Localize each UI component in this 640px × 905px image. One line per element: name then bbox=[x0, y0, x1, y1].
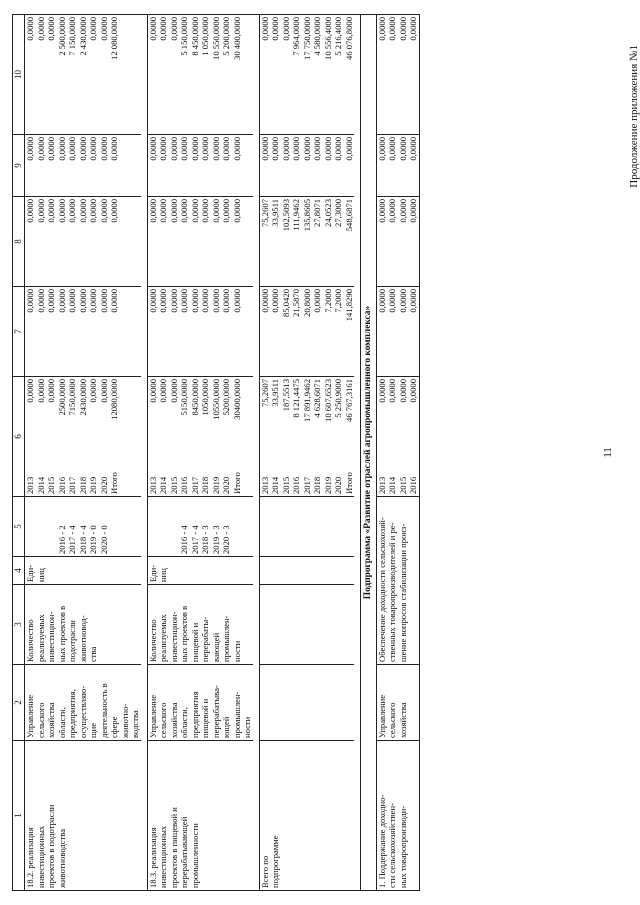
col6-values bbox=[260, 379, 355, 422]
value: 75,2607 bbox=[259, 199, 270, 227]
value: 0,0000 bbox=[147, 289, 158, 313]
value: 8 450,0000 bbox=[189, 17, 200, 56]
value: 10550,0000 bbox=[210, 379, 221, 420]
values-c9-cell bbox=[376, 135, 419, 197]
cell-col1: Всего по подпрограмме bbox=[259, 741, 354, 891]
header-cell: 2 bbox=[13, 665, 25, 741]
cell-col2: Управление сельского хозяйства области, предприятия пищевой и перерабатыва- ющей промышлен- ности bbox=[147, 665, 253, 741]
values-c9-cell bbox=[147, 135, 253, 197]
values-col6-cell bbox=[259, 377, 354, 497]
value: 10 550,0000 bbox=[210, 17, 221, 60]
col6-values bbox=[377, 379, 419, 403]
value: 0,0000 bbox=[387, 379, 397, 403]
value: 187,5513 bbox=[280, 379, 291, 412]
value: 0,0000 bbox=[200, 289, 210, 313]
value: 0,0000 bbox=[408, 379, 418, 403]
value: 135,8605 bbox=[301, 199, 312, 232]
value: 17 891,9462 bbox=[301, 379, 312, 422]
value: 0,0000 bbox=[397, 289, 408, 313]
cell-col3: Количество реализуемых инвестицион- ных проектов в пищевой и перерабаты- вающей промышлен- ности bbox=[147, 585, 253, 665]
value: 17 750,0000 bbox=[301, 17, 312, 60]
value: 0,0000 bbox=[158, 379, 168, 403]
header-cell: 3 bbox=[13, 585, 25, 665]
value: 0,0000 bbox=[270, 17, 280, 41]
value: 0,0000 bbox=[231, 137, 242, 161]
year-label: 2019 bbox=[210, 476, 221, 494]
header-cell: 8 bbox=[13, 197, 25, 287]
header-cell: 4 bbox=[13, 557, 25, 585]
value: 0,0000 bbox=[158, 17, 168, 41]
year-label: 2015 bbox=[46, 476, 56, 494]
year-list bbox=[148, 472, 243, 494]
value: 0,0000 bbox=[25, 199, 35, 223]
year-list bbox=[260, 472, 355, 494]
value: 0,0000 bbox=[397, 379, 408, 403]
page-number: 11 bbox=[602, 447, 614, 458]
value: 85,0420 bbox=[280, 289, 291, 317]
values-col6-cell bbox=[376, 377, 419, 497]
year-label: Итого bbox=[109, 472, 119, 494]
value: 0,0000 bbox=[387, 17, 397, 41]
value: 2 430,0000 bbox=[77, 17, 88, 56]
year-label: 2015 bbox=[397, 476, 408, 494]
value: 0,0000 bbox=[179, 137, 189, 161]
value: 0,0000 bbox=[397, 137, 408, 161]
cell-col1: 18.3. реализация инвестиционных проектов в пищевой и перерабатывающей промышленности bbox=[147, 741, 253, 891]
value: 0,0000 bbox=[35, 137, 46, 161]
value: 0,0000 bbox=[387, 289, 397, 313]
value: 2430,0000 bbox=[77, 379, 88, 416]
value: 141,8290 bbox=[343, 289, 354, 322]
value: 0,0000 bbox=[46, 379, 56, 403]
value: 4 628,6071 bbox=[312, 379, 322, 418]
value: 0,0000 bbox=[88, 289, 98, 313]
value: 0,0000 bbox=[408, 17, 418, 41]
value: 30 400,0000 bbox=[231, 17, 242, 60]
value: 27,3000 bbox=[333, 199, 343, 227]
values-col6-cell bbox=[25, 377, 141, 497]
continuation-note: Продолжение приложения №1 bbox=[628, 45, 640, 188]
value: 12 080,0000 bbox=[109, 17, 119, 60]
year-label: 2017 bbox=[67, 476, 77, 494]
value: 0,0000 bbox=[35, 17, 46, 41]
header-row bbox=[13, 15, 25, 891]
cell-col2: Управление сельского хозяйства bbox=[376, 665, 419, 741]
value: 1050,0000 bbox=[200, 379, 210, 416]
cell-col3: Количество реализуемых инвестицион- ных проектов в подотрасли животновод- ства bbox=[25, 585, 141, 665]
value: 0,0000 bbox=[46, 17, 56, 41]
header-cell: 1 bbox=[13, 741, 25, 891]
value: 24,0523 bbox=[322, 199, 333, 227]
value: 0,0000 bbox=[98, 17, 109, 41]
cell-col5: 2016 - 4 2017 - 4 2018 - 3 2019 - 3 2020 - 3 bbox=[147, 497, 253, 557]
value: 46 767,3161 bbox=[343, 379, 354, 422]
cell-col4: Еди- ниц bbox=[25, 557, 141, 585]
year-label: Итого bbox=[231, 472, 242, 494]
values-c8-cell bbox=[25, 197, 141, 287]
value: 0,0000 bbox=[270, 137, 280, 161]
value: 10 556,4000 bbox=[322, 17, 333, 60]
value: 0,0000 bbox=[35, 379, 46, 403]
year-label: 2014 bbox=[387, 476, 397, 494]
value: 0,0000 bbox=[312, 137, 322, 161]
value: 0,0000 bbox=[179, 289, 189, 313]
values-c7-cell bbox=[147, 287, 253, 377]
value: 5 250,9000 bbox=[333, 379, 343, 418]
value: 0,0000 bbox=[147, 17, 158, 41]
value: 7150,0000 bbox=[67, 379, 77, 416]
value: 0,0000 bbox=[376, 199, 387, 223]
value: 0,0000 bbox=[46, 137, 56, 161]
value: 0,0000 bbox=[168, 289, 179, 313]
year-label: 2014 bbox=[35, 476, 46, 494]
value: 0,0000 bbox=[231, 289, 242, 313]
value: 0,0000 bbox=[168, 17, 179, 41]
value: 102,5093 bbox=[280, 199, 291, 232]
value: 0,0000 bbox=[343, 137, 354, 161]
year-label: 2016 bbox=[179, 476, 189, 494]
value: 5 150,0000 bbox=[179, 17, 189, 56]
program-table bbox=[12, 14, 420, 891]
value: 0,0000 bbox=[231, 199, 242, 223]
values-c10-cell bbox=[376, 15, 419, 135]
value: 0,0000 bbox=[189, 137, 200, 161]
year-label: 2013 bbox=[147, 476, 158, 494]
value: 0,0000 bbox=[200, 199, 210, 223]
value: 0,0000 bbox=[387, 199, 397, 223]
value: 0,0000 bbox=[376, 17, 387, 41]
year-label: Итого bbox=[343, 472, 354, 494]
value: 0,0000 bbox=[280, 137, 291, 161]
value: 0,0000 bbox=[376, 289, 387, 313]
value: 0,0000 bbox=[189, 199, 200, 223]
values-c8-cell bbox=[259, 197, 354, 287]
value: 0,0000 bbox=[98, 379, 109, 403]
value: 7 150,0000 bbox=[67, 17, 77, 56]
value: 0,0000 bbox=[56, 199, 67, 223]
value: 7 964,0000 bbox=[291, 17, 301, 56]
year-label: 2013 bbox=[376, 476, 387, 494]
header-cell: 6 bbox=[13, 377, 25, 497]
year-list bbox=[25, 472, 120, 494]
value: 10 607,6523 bbox=[322, 379, 333, 422]
values-c9-cell bbox=[25, 135, 141, 197]
year-label: 2013 bbox=[259, 476, 270, 494]
value: 0,0000 bbox=[67, 199, 77, 223]
value: 0,0000 bbox=[259, 137, 270, 161]
value: 0,0000 bbox=[387, 137, 397, 161]
value: 0,0000 bbox=[88, 17, 98, 41]
value: 2500,0000 bbox=[56, 379, 67, 416]
value: 0,0000 bbox=[259, 289, 270, 313]
values-c9-cell bbox=[259, 135, 354, 197]
value: 0,0000 bbox=[25, 17, 35, 41]
value: 548,6871 bbox=[343, 199, 354, 232]
value: 0,0000 bbox=[408, 199, 418, 223]
value: 0,0000 bbox=[221, 199, 231, 223]
year-label: 2014 bbox=[158, 476, 168, 494]
cell-col1: 18.2. реализация инвестиционных проектов в подотрасли животноводства bbox=[25, 741, 141, 891]
value: 33,9511 bbox=[270, 199, 280, 227]
value: 0,0000 bbox=[322, 137, 333, 161]
values-c7-cell bbox=[259, 287, 354, 377]
year-label: 2015 bbox=[168, 476, 179, 494]
value: 0,0000 bbox=[270, 289, 280, 313]
cell-col4 bbox=[259, 557, 354, 585]
value: 0,0000 bbox=[109, 137, 119, 161]
value: 0,0000 bbox=[158, 289, 168, 313]
values-c10-cell bbox=[259, 15, 354, 135]
value: 0,0000 bbox=[147, 137, 158, 161]
table-row bbox=[259, 15, 354, 891]
value: 0,0000 bbox=[77, 199, 88, 223]
year-label: 2018 bbox=[200, 476, 210, 494]
value: 5 216,4000 bbox=[333, 17, 343, 56]
value: 0,0000 bbox=[168, 199, 179, 223]
value: 0,0000 bbox=[168, 137, 179, 161]
value: 21,5870 bbox=[291, 289, 301, 317]
table-row bbox=[25, 15, 141, 891]
value: 0,0000 bbox=[77, 289, 88, 313]
year-label: 2016 bbox=[408, 476, 418, 494]
cell-col3: Обеспечение доходности сельскохозяй- ственных товаропроизводителей и ре- шение вопросов стабилизации произ- bbox=[376, 497, 419, 665]
year-label: 2019 bbox=[322, 476, 333, 494]
value: 0,0000 bbox=[259, 17, 270, 41]
value: 0,0000 bbox=[221, 289, 231, 313]
value: 0,0000 bbox=[77, 137, 88, 161]
header-cell: 5 bbox=[13, 497, 25, 557]
year-label: 2020 bbox=[333, 476, 343, 494]
value: 1 050,0000 bbox=[200, 17, 210, 56]
cell-col5 bbox=[259, 497, 354, 557]
value: 0,0000 bbox=[88, 379, 98, 403]
value: 0,0000 bbox=[147, 199, 158, 223]
value: 0,0000 bbox=[376, 137, 387, 161]
cell-col5: 2016 - 2 2017 - 4 2018 - 4 2019 - 0 2020 - 0 bbox=[25, 497, 141, 557]
value: 0,0000 bbox=[408, 289, 418, 313]
value: 0,0000 bbox=[397, 199, 408, 223]
value: 8 121,4475 bbox=[291, 379, 301, 418]
cell-col3 bbox=[259, 585, 354, 665]
value: 0,0000 bbox=[408, 137, 418, 161]
value: 0,0000 bbox=[158, 137, 168, 161]
value: 0,0000 bbox=[109, 199, 119, 223]
col6-values bbox=[148, 379, 243, 420]
value: 0,0000 bbox=[88, 199, 98, 223]
value: 30400,0000 bbox=[231, 379, 242, 420]
value: 0,0000 bbox=[376, 379, 387, 403]
value: 20,8000 bbox=[301, 289, 312, 317]
value: 0,0000 bbox=[280, 17, 291, 41]
value: 0,0000 bbox=[221, 137, 231, 161]
value: 33,9511 bbox=[270, 379, 280, 407]
cell-col2: Управление сельского хозяйства области, предприятия, осуществляю- щие деятельность в сфере животно- водства bbox=[25, 665, 141, 741]
year-label: 2017 bbox=[301, 476, 312, 494]
value: 0,0000 bbox=[291, 137, 301, 161]
value: 0,0000 bbox=[98, 137, 109, 161]
values-c10-cell bbox=[25, 15, 141, 135]
value: 0,0000 bbox=[98, 199, 109, 223]
value: 0,0000 bbox=[35, 199, 46, 223]
value: 46 076,8000 bbox=[343, 17, 354, 60]
value: 0,0000 bbox=[98, 289, 109, 313]
value: 0,0000 bbox=[210, 289, 221, 313]
value: 0,0000 bbox=[109, 289, 119, 313]
value: 5150,0000 bbox=[179, 379, 189, 416]
value: 0,0000 bbox=[67, 137, 77, 161]
value: 0,0000 bbox=[200, 137, 210, 161]
year-label: 2020 bbox=[98, 476, 109, 494]
value: 0,0000 bbox=[301, 137, 312, 161]
year-label: 2019 bbox=[88, 476, 98, 494]
value: 27,8071 bbox=[312, 199, 322, 227]
value: 7,2000 bbox=[333, 289, 343, 313]
value: 4 580,0000 bbox=[312, 17, 322, 56]
header-cell: 9 bbox=[13, 135, 25, 197]
values-c8-cell bbox=[147, 197, 253, 287]
value: 8450,0000 bbox=[189, 379, 200, 416]
table-row bbox=[376, 15, 419, 891]
value: 2 500,0000 bbox=[56, 17, 67, 56]
year-label: 2013 bbox=[25, 476, 35, 494]
value: 111,9462 bbox=[291, 199, 301, 231]
col6-values bbox=[25, 379, 120, 420]
year-list bbox=[377, 477, 419, 494]
table-row bbox=[147, 15, 253, 891]
value: 12080,0000 bbox=[109, 379, 119, 420]
year-label: 2016 bbox=[291, 476, 301, 494]
cell-col4: Еди- ниц bbox=[147, 557, 253, 585]
year-label: 2017 bbox=[189, 476, 200, 494]
value: 0,0000 bbox=[210, 137, 221, 161]
year-label: 2014 bbox=[270, 476, 280, 494]
cell-col1: 1. Поддержание доходно- сти сельскохозяйствен- ных товаропроизводи- bbox=[376, 741, 419, 891]
values-c10-cell bbox=[147, 15, 253, 135]
values-c8-cell bbox=[376, 197, 419, 287]
value: 0,0000 bbox=[35, 289, 46, 313]
value: 0,0000 bbox=[25, 137, 35, 161]
year-label: 2016 bbox=[56, 476, 67, 494]
value: 0,0000 bbox=[46, 199, 56, 223]
header-cell: 10 bbox=[13, 15, 25, 135]
value: 0,0000 bbox=[56, 137, 67, 161]
year-label: 2018 bbox=[77, 476, 88, 494]
value: 5 200,0000 bbox=[221, 17, 231, 56]
value: 0,0000 bbox=[147, 379, 158, 403]
values-c7-cell bbox=[25, 287, 141, 377]
value: 0,0000 bbox=[56, 289, 67, 313]
values-col6-cell bbox=[147, 377, 253, 497]
value: 0,0000 bbox=[312, 289, 322, 313]
year-label: 2015 bbox=[280, 476, 291, 494]
header-cell: 7 bbox=[13, 287, 25, 377]
cell-col2 bbox=[259, 665, 354, 741]
value: 0,0000 bbox=[25, 379, 35, 403]
value: 0,0000 bbox=[168, 379, 179, 403]
value: 0,0000 bbox=[189, 289, 200, 313]
value: 0,0000 bbox=[25, 289, 35, 313]
subprogram-title-row bbox=[361, 15, 377, 891]
value: 0,0000 bbox=[210, 199, 221, 223]
value: 0,0000 bbox=[88, 137, 98, 161]
year-label: 2020 bbox=[221, 476, 231, 494]
value: 0,0000 bbox=[158, 199, 168, 223]
value: 0,0000 bbox=[397, 17, 408, 41]
values-c7-cell bbox=[376, 287, 419, 377]
value: 0,0000 bbox=[333, 137, 343, 161]
value: 0,0000 bbox=[179, 199, 189, 223]
value: 0,0000 bbox=[67, 289, 77, 313]
value: 7,2000 bbox=[322, 289, 333, 313]
subprogram-title: Подпрограмма «Развитие отраслей агропромышленного комплекса» bbox=[361, 15, 377, 891]
value: 75,2607 bbox=[259, 379, 270, 407]
value: 5200,0000 bbox=[221, 379, 231, 416]
value: 0,0000 bbox=[46, 289, 56, 313]
year-label: 2018 bbox=[312, 476, 322, 494]
